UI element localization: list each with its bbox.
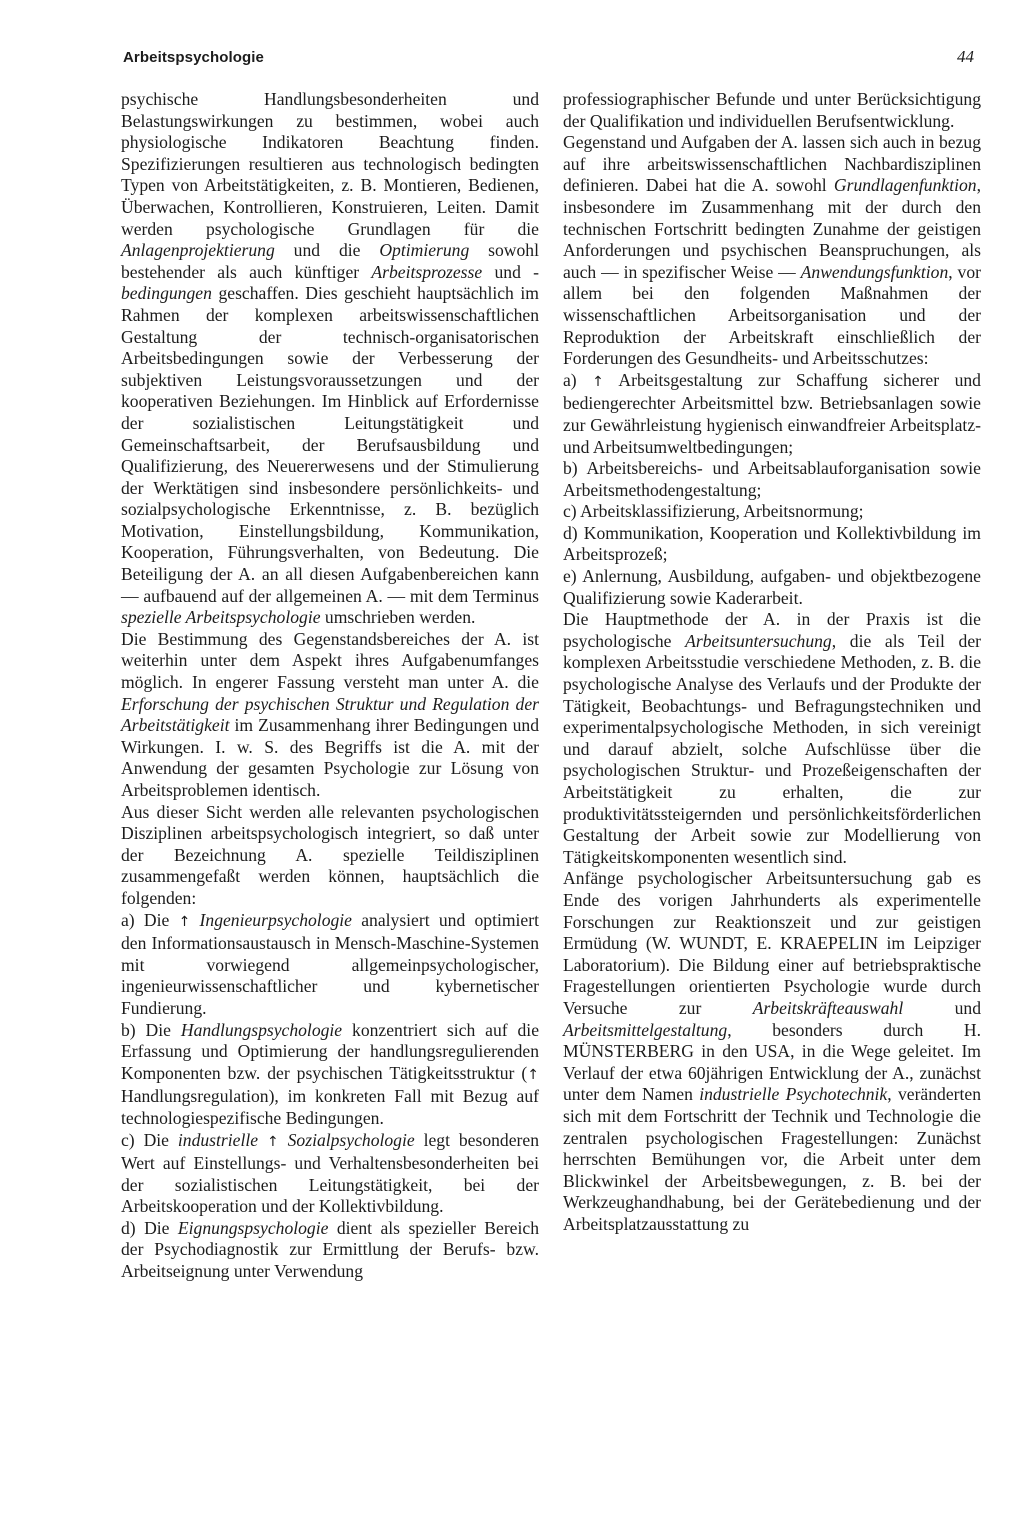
list-item-b: b) Arbeitsbereichs- und Arbeitsablauforganisation sowie Arbeitsmethodengestaltung; — [563, 458, 981, 500]
term-optimierung: Optimierung — [379, 240, 470, 261]
paragraph-geschichte: Anfänge psychologischer Arbeitsuntersuchung gab es Ende des vorigen Jahrhunderts als experimentelle Forschungen zur Reaktionszeit und zur geistigen Ermüdung (W. WUNDT, E. KRAEPELIN im Leipziger Laboratorium). Die Bildung einer auf betriebspraktische Fragestellungen orientierten Psychologie wurde durch Versuche zur Arbeitskräfteauswahl und Arbeitsmittelgestaltung, besonders durch H. MÜNSTERBERG in den USA, in die Wege geleitet. Im Verlauf der etwa 60jährigen Entwicklung der A., zunächst unter dem Namen industrielle Psychotechnik, veränderten sich mit dem Fortschritt der Technik und Technologie die zentralen psychologischen Fragestellungen: Zunächst herrschten Bemühungen vor, die Arbeit unter dem Blickwinkel der Arbeitsbewegungen, z. B. bei der Werkzeughandhabung, bei der Gerätebedienung und der Arbeitsplatzausstattung zu — [563, 868, 981, 1234]
list-item-d: d) Kommunikation, Kooperation und Kollektivbildung im Arbeitsprozeß; — [563, 522, 981, 565]
page-header — [123, 47, 974, 75]
up-arrow-icon: ↑ — [527, 1066, 539, 1083]
term-eignungspsychologie: Eignungspsychologie — [177, 1217, 329, 1238]
running-head: Arbeitspsychologie — [123, 49, 264, 66]
list-item-a: a) Die ↑ Ingenieurpsychologie analysiert und optimiert den Informationsaustausch in Mensch-Maschine-Systemen mit vorwiegend allgemeinpsychologischer, ingenieurwissenschaftlicher und kybernetischer Fundierung. — [121, 909, 539, 1018]
list-item-d: d) Die Eignungspsychologie dient als spezieller Bereich der Psychodiagnostik zur Ermittlung der Berufs- bzw. Arbeitseignung unter Verwendung — [121, 1217, 539, 1282]
term-arbeitsmittelgestaltung: Arbeitsmittelgestaltung — [563, 1019, 728, 1040]
term-anwendungsfunktion: Anwendungsfunktion — [800, 261, 949, 282]
list-item-c: c) Arbeitsklassifizierung, Arbeitsnormung; — [563, 501, 864, 522]
term-spezielle-arbeitspsychologie: spezielle Arbeitspsychologie — [121, 607, 321, 628]
term-industrielle: industrielle — [177, 1129, 259, 1150]
paragraph-hauptmethode: Die Hauptmethode der A. in der Praxis ist die psychologische Arbeitsuntersuchung, die als Teil der komplexen Arbeitsstudie verschiedene Methoden, z. B. die psychologische Analyse des Verlaufs und der Produkte der Tätigkeit, Beobachtungs- und Befragungstechniken und experimentalpsychologische Methoden, in sich vereinigt und darauf abzielt, solche Aufschlüsse über die psychologischen Struktur- und Prozeßeigenschaften der Arbeitstätigkeit zu erhalten, die zur produktivitätssteigernden und persönlichkeitsförderlichen Gestaltung der Arbeit sowie zur Modellierung von Tätigkeitskomponenten wesentlich sind. — [563, 609, 982, 867]
term-grundlagenfunktion: Grundlagenfunktion — [833, 175, 977, 196]
up-arrow-icon: ↑ — [592, 373, 604, 390]
up-arrow-icon: ↑ — [178, 913, 191, 930]
list-item-e: e) Anlernung, Ausbildung, aufgaben- und objektbezogene Qualifizierung sowie Kaderarbeit. — [563, 566, 981, 608]
term-industrielle-psychotechnik: industrielle Psychotechnik — [699, 1084, 888, 1105]
term-sozialpsychologie: Sozialpsychologie — [287, 1129, 415, 1150]
term-bedingungen: -bedingungen — [121, 261, 540, 304]
term-erforschung: Erforschung der psychischen Struktur und Regulation der Arbeitstätigkeit — [121, 693, 539, 736]
list-item-c: c) Die industrielle ↑ Sozialpsychologie legt besonderen Wert auf Einstellungs- und Verhaltensbesonderheiten bei der sozialistischen Leitungstätigkeit, bei der Arbeitskooperation und der Kollektivbildung. — [121, 1129, 540, 1217]
term-arbeitsuntersuchung: Arbeitsuntersuchung — [685, 630, 832, 651]
term-arbeitsprozesse: Arbeitsprozesse — [371, 261, 483, 282]
left-column — [121, 89, 539, 1283]
term-ingenieurpsychologie: Ingenieurpsychologie — [199, 909, 352, 930]
term-anlagenprojektierung: Anlagenprojektierung — [121, 240, 275, 261]
list-item-a: a) ↑ Arbeitsgestaltung zur Schaffung sicherer und bediengerechter Arbeitsmittel bzw. Betriebsanlagen sowie zur Gewährleistung hygienisch einwandfreier Arbeitsplatz- und Arbeitsumweltbedingungen; — [563, 369, 981, 457]
paragraph-continued: professiographischer Befunde und unter Berücksichtigung der Qualifikation und individuellen Berufsentwicklung. — [563, 89, 981, 131]
list-item-b: b) Die Handlungspsychologie konzentriert sich auf die Erfassung und Optimierung der handlungsregulierenden Komponenten bzw. der psychischen Tätigkeitsstruktur (↑ Handlungsregulation), im konkreten Fall mit Bezug auf technologiespezifische Bedingungen. — [121, 1019, 540, 1128]
paragraph-continued: psychische Handlungsbesonderheiten und Belastungswirkungen zu bestimmen, wobei auch physiologische Indikatoren Beachtung finden. Spezifizierungen resultieren aus technologisch bedingten Typen von Arbeitstätigkeiten, z. B. Montieren, Bedienen, Überwachen, Kontrollieren, Konstruieren, Leiten. Damit werden psychologische Grundlagen für die Anlagenprojektierung und die Optimierung sowohl bestehender als auch künftiger Arbeitsprozesse und -bedingungen geschaffen. Dies geschieht hauptsächlich im Rahmen der komplexen arbeitswissenschaftlichen Gestaltung der technisch-organisatorischen Arbeitsbedingungen sowie der Verbesserung der subjektiven Leistungsvoraussetzungen und der kooperativen Beziehungen. Im Hinblick auf Erfordernisse der sozialistischen Leitungstätigkeit und Gemeinschaftsarbeit, der Berufsausbildung und Qualifizierung, des Neuererwesens und der Stimulierung der Werktätigen sind insbesondere persönlichkeits- und sozialpsychologische Erkenntnisse, z. B. bezüglich Motivation, Einstellungsbildung, Kommunikation, Kooperation, Führungsverhalten, von Bedeutung. Die Beteiligung der A. an all diesen Aufgabenbereichen kann — aufbauend auf der allgemeinen A. — mit dem Terminus spezielle Arbeitspsychologie umschrieben werden. — [121, 89, 540, 628]
paragraph-teildisziplinen: Aus dieser Sicht werden alle relevanten psychologischen Disziplinen arbeitspsychologisch integriert, so daß unter der Bezeichnung A. spezielle Teildisziplinen zusammengefaßt werden können, hauptsächlich die folgenden: — [121, 801, 539, 908]
paragraph-aufgaben: Gegenstand und Aufgaben der A. lassen sich auch in bezug auf ihre arbeitswissenschaftlichen Nachbardisziplinen definieren. Dabei hat die A. sowohl Grundlagenfunktion, insbesondere im Zusammenhang mit der durch den technischen Fortschritt bedingten Zunahme der geistigen Anforderungen und psychischen Beanspruchungen, als auch — in spezifischer Weise — Anwendungsfunktion, vor allem bei den folgenden Maßnahmen der wissenschaftlichen Arbeitsorganisation und der Reproduktion der Arbeitskraft einschließlich der Forderungen des Gesundheits- und Arbeitsschutzes: — [563, 132, 981, 369]
up-arrow-icon: ↑ — [266, 1133, 279, 1150]
paragraph-gegenstandsbereich: Die Bestimmung des Gegenstandsbereiches der A. ist weiterhin unter dem Aspekt ihres Aufgabenumfanges möglich. In engerer Fassung versteht man unter A. die Erforschung der psychischen Struktur und Regulation der Arbeitstätigkeit im Zusammenhang ihrer Bedingungen und Wirkungen. I. w. S. des Begriffs ist die A. mit der Anwendung der gesamten Psychologie zur Lösung von Arbeitsproblemen identisch. — [121, 628, 539, 800]
term-arbeitskraefteauswahl: Arbeitskräfteauswahl — [752, 997, 904, 1018]
right-column — [563, 89, 981, 1235]
term-handlungspsychologie: Handlungspsychologie — [180, 1019, 343, 1040]
page-number: 44 — [957, 47, 974, 66]
